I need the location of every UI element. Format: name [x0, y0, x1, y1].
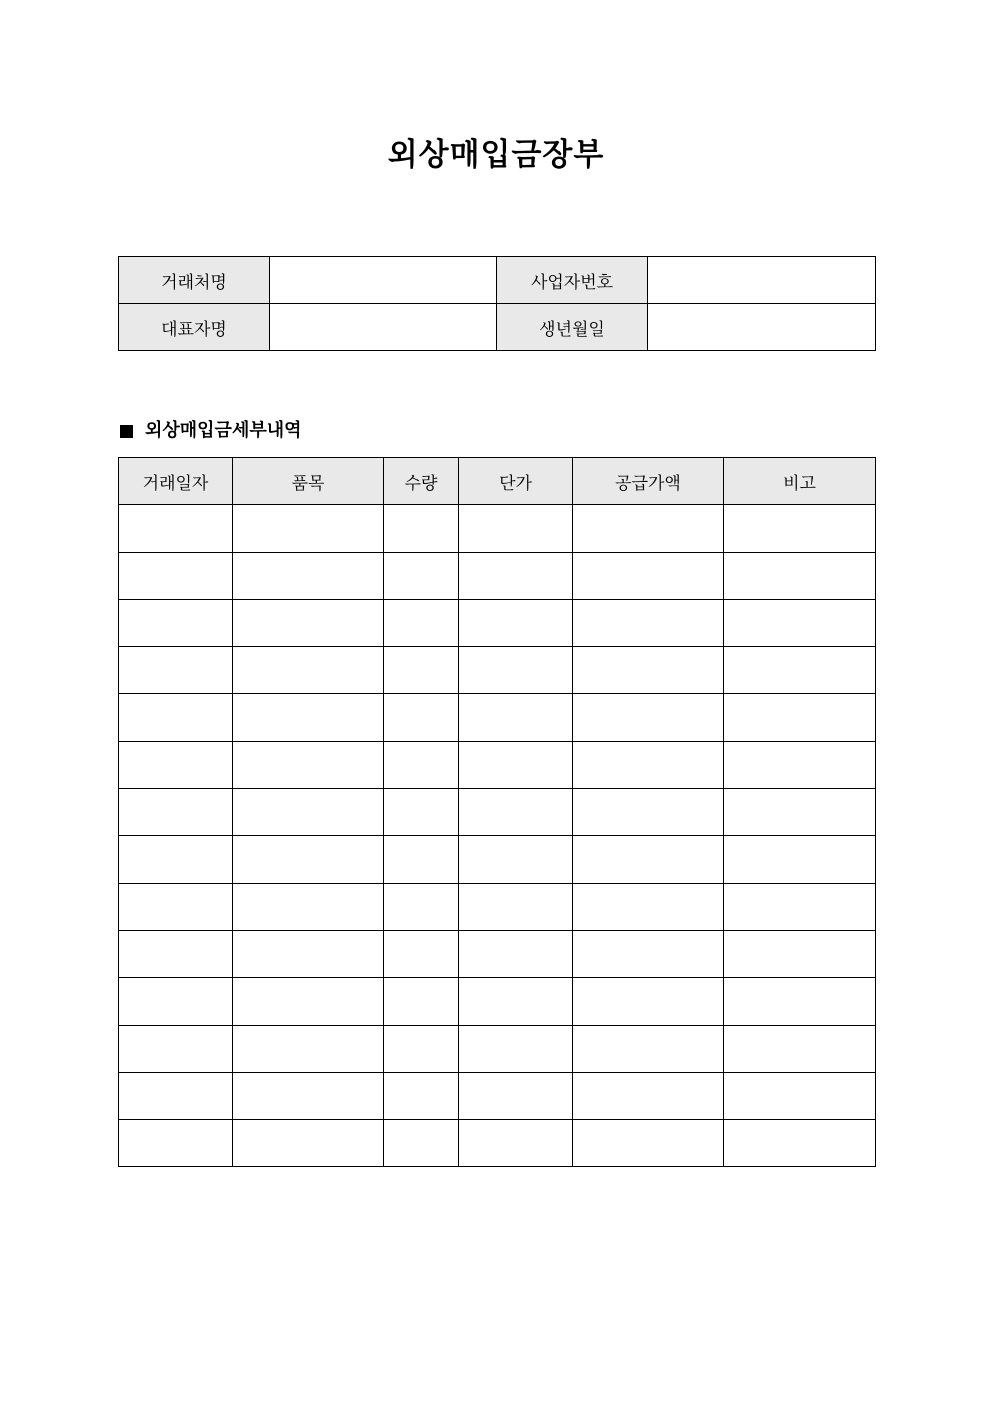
date-cell[interactable]	[119, 741, 233, 788]
date-cell[interactable]	[119, 978, 233, 1025]
supply-amount-cell[interactable]	[573, 789, 724, 836]
item-cell[interactable]	[233, 599, 384, 646]
quantity-cell[interactable]	[384, 647, 459, 694]
vendor-info-table	[118, 256, 876, 351]
supply-amount-cell[interactable]	[573, 883, 724, 930]
supply-amount-cell[interactable]	[573, 599, 724, 646]
quantity-cell[interactable]	[384, 883, 459, 930]
quantity-cell[interactable]	[384, 552, 459, 599]
unit-price-cell[interactable]	[459, 883, 573, 930]
item-cell[interactable]	[233, 647, 384, 694]
remarks-cell[interactable]	[724, 836, 876, 883]
table-row	[119, 930, 876, 977]
remarks-cell[interactable]	[724, 930, 876, 977]
table-row	[119, 505, 876, 552]
supply-amount-cell[interactable]	[573, 552, 724, 599]
representative-name-field[interactable]	[270, 304, 497, 351]
details-heading-text: 외상매입금세부내역	[145, 420, 302, 441]
table-row	[119, 978, 876, 1025]
remarks-cell[interactable]	[724, 1025, 876, 1072]
representative-name-label: 대표자명	[119, 304, 270, 351]
table-row	[119, 1120, 876, 1167]
column-header-remarks: 비고	[724, 458, 876, 505]
quantity-cell[interactable]	[384, 505, 459, 552]
supply-amount-cell[interactable]	[573, 505, 724, 552]
item-cell[interactable]	[233, 1072, 384, 1119]
unit-price-cell[interactable]	[459, 505, 573, 552]
remarks-cell[interactable]	[724, 1072, 876, 1119]
item-cell[interactable]	[233, 741, 384, 788]
item-cell[interactable]	[233, 505, 384, 552]
unit-price-cell[interactable]	[459, 599, 573, 646]
date-cell[interactable]	[119, 505, 233, 552]
quantity-cell[interactable]	[384, 741, 459, 788]
table-row	[119, 1072, 876, 1119]
supply-amount-cell[interactable]	[573, 741, 724, 788]
quantity-cell[interactable]	[384, 789, 459, 836]
supply-amount-cell[interactable]	[573, 978, 724, 1025]
supply-amount-cell[interactable]	[573, 647, 724, 694]
black-square-icon	[120, 425, 133, 438]
item-cell[interactable]	[233, 930, 384, 977]
quantity-cell[interactable]	[384, 930, 459, 977]
remarks-cell[interactable]	[724, 647, 876, 694]
birth-date-label: 생년월일	[497, 304, 648, 351]
date-cell[interactable]	[119, 1072, 233, 1119]
item-cell[interactable]	[233, 883, 384, 930]
unit-price-cell[interactable]	[459, 836, 573, 883]
unit-price-cell[interactable]	[459, 1025, 573, 1072]
table-row	[119, 1025, 876, 1072]
column-header-item: 품목	[233, 458, 384, 505]
unit-price-cell[interactable]	[459, 1072, 573, 1119]
remarks-cell[interactable]	[724, 741, 876, 788]
table-row	[119, 836, 876, 883]
remarks-cell[interactable]	[724, 505, 876, 552]
item-cell[interactable]	[233, 694, 384, 741]
business-number-label: 사업자번호	[497, 257, 648, 304]
remarks-cell[interactable]	[724, 789, 876, 836]
vendor-name-field[interactable]	[270, 257, 497, 304]
item-cell[interactable]	[233, 836, 384, 883]
column-header-quantity: 수량	[384, 458, 459, 505]
date-cell[interactable]	[119, 552, 233, 599]
remarks-cell[interactable]	[724, 978, 876, 1025]
remarks-cell[interactable]	[724, 883, 876, 930]
quantity-cell[interactable]	[384, 978, 459, 1025]
unit-price-cell[interactable]	[459, 1120, 573, 1167]
supply-amount-cell[interactable]	[573, 1025, 724, 1072]
purchase-details-table	[118, 457, 876, 1167]
unit-price-cell[interactable]	[459, 694, 573, 741]
document-title: 외상매입금장부	[387, 137, 605, 173]
quantity-cell[interactable]	[384, 1025, 459, 1072]
unit-price-cell[interactable]	[459, 647, 573, 694]
vendor-info-row	[119, 304, 876, 351]
item-cell[interactable]	[233, 1025, 384, 1072]
item-cell[interactable]	[233, 789, 384, 836]
supply-amount-cell[interactable]	[573, 930, 724, 977]
unit-price-cell[interactable]	[459, 741, 573, 788]
date-cell[interactable]	[119, 694, 233, 741]
item-cell[interactable]	[233, 1120, 384, 1167]
unit-price-cell[interactable]	[459, 978, 573, 1025]
table-row	[119, 647, 876, 694]
column-header-unit-price: 단가	[459, 458, 573, 505]
quantity-cell[interactable]	[384, 694, 459, 741]
date-cell[interactable]	[119, 1025, 233, 1072]
unit-price-cell[interactable]	[459, 789, 573, 836]
remarks-cell[interactable]	[724, 1120, 876, 1167]
date-cell[interactable]	[119, 1120, 233, 1167]
date-cell[interactable]	[119, 883, 233, 930]
vendor-info-row	[119, 257, 876, 304]
quantity-cell[interactable]	[384, 599, 459, 646]
birth-date-field[interactable]	[648, 304, 876, 351]
table-header-row	[119, 458, 876, 505]
table-row	[119, 789, 876, 836]
table-row	[119, 694, 876, 741]
supply-amount-cell[interactable]	[573, 836, 724, 883]
remarks-cell[interactable]	[724, 694, 876, 741]
date-cell[interactable]	[119, 930, 233, 977]
remarks-cell[interactable]	[724, 552, 876, 599]
column-header-date: 거래일자	[119, 458, 233, 505]
table-row	[119, 741, 876, 788]
table-row	[119, 883, 876, 930]
date-cell[interactable]	[119, 836, 233, 883]
table-row	[119, 599, 876, 646]
business-number-field[interactable]	[648, 257, 876, 304]
date-cell[interactable]	[119, 789, 233, 836]
supply-amount-cell[interactable]	[573, 694, 724, 741]
remarks-cell[interactable]	[724, 599, 876, 646]
table-row	[119, 552, 876, 599]
vendor-name-label: 거래처명	[119, 257, 270, 304]
column-header-supply-amount: 공급가액	[573, 458, 724, 505]
date-cell[interactable]	[119, 647, 233, 694]
quantity-cell[interactable]	[384, 1120, 459, 1167]
details-section-heading	[118, 418, 302, 444]
supply-amount-cell[interactable]	[573, 1072, 724, 1119]
date-cell[interactable]	[119, 599, 233, 646]
supply-amount-cell[interactable]	[573, 1120, 724, 1167]
quantity-cell[interactable]	[384, 1072, 459, 1119]
unit-price-cell[interactable]	[459, 930, 573, 977]
quantity-cell[interactable]	[384, 836, 459, 883]
item-cell[interactable]	[233, 552, 384, 599]
item-cell[interactable]	[233, 978, 384, 1025]
unit-price-cell[interactable]	[459, 552, 573, 599]
